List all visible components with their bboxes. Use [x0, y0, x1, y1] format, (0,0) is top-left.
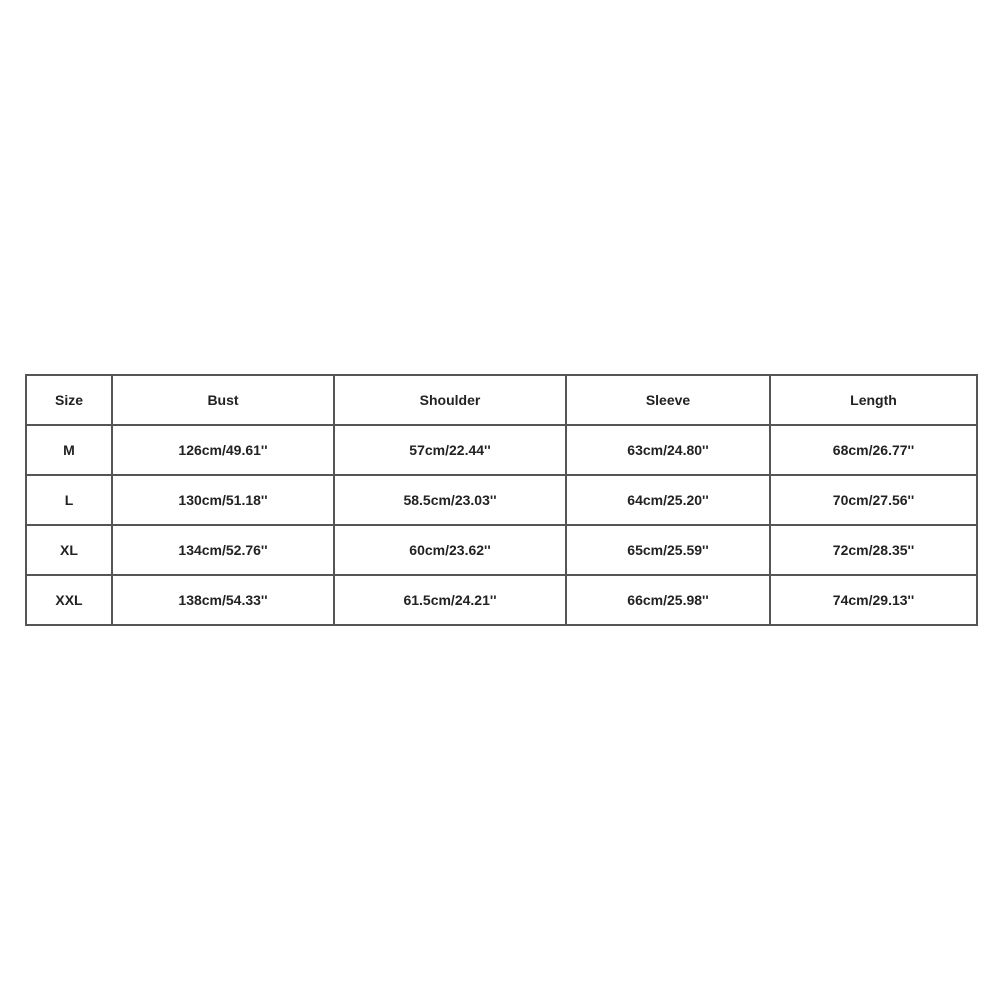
header-shoulder: Shoulder	[334, 375, 566, 425]
cell-size: XXL	[26, 575, 112, 625]
cell-bust: 130cm/51.18''	[112, 475, 334, 525]
cell-length: 68cm/26.77''	[770, 425, 977, 475]
cell-shoulder: 60cm/23.62''	[334, 525, 566, 575]
table-row	[26, 475, 977, 525]
cell-sleeve: 63cm/24.80''	[566, 425, 770, 475]
header-length: Length	[770, 375, 977, 425]
cell-length: 74cm/29.13''	[770, 575, 977, 625]
cell-bust: 126cm/49.61''	[112, 425, 334, 475]
table-row	[26, 575, 977, 625]
cell-sleeve: 65cm/25.59''	[566, 525, 770, 575]
table-header-row	[26, 375, 977, 425]
cell-sleeve: 66cm/25.98''	[566, 575, 770, 625]
table-row	[26, 525, 977, 575]
cell-shoulder: 61.5cm/24.21''	[334, 575, 566, 625]
size-chart-table	[25, 374, 978, 626]
cell-size: XL	[26, 525, 112, 575]
cell-size: M	[26, 425, 112, 475]
table-row	[26, 425, 977, 475]
cell-bust: 134cm/52.76''	[112, 525, 334, 575]
header-bust: Bust	[112, 375, 334, 425]
cell-shoulder: 57cm/22.44''	[334, 425, 566, 475]
cell-size: L	[26, 475, 112, 525]
cell-sleeve: 64cm/25.20''	[566, 475, 770, 525]
header-sleeve: Sleeve	[566, 375, 770, 425]
cell-shoulder: 58.5cm/23.03''	[334, 475, 566, 525]
cell-length: 70cm/27.56''	[770, 475, 977, 525]
header-size: Size	[26, 375, 112, 425]
cell-bust: 138cm/54.33''	[112, 575, 334, 625]
cell-length: 72cm/28.35''	[770, 525, 977, 575]
